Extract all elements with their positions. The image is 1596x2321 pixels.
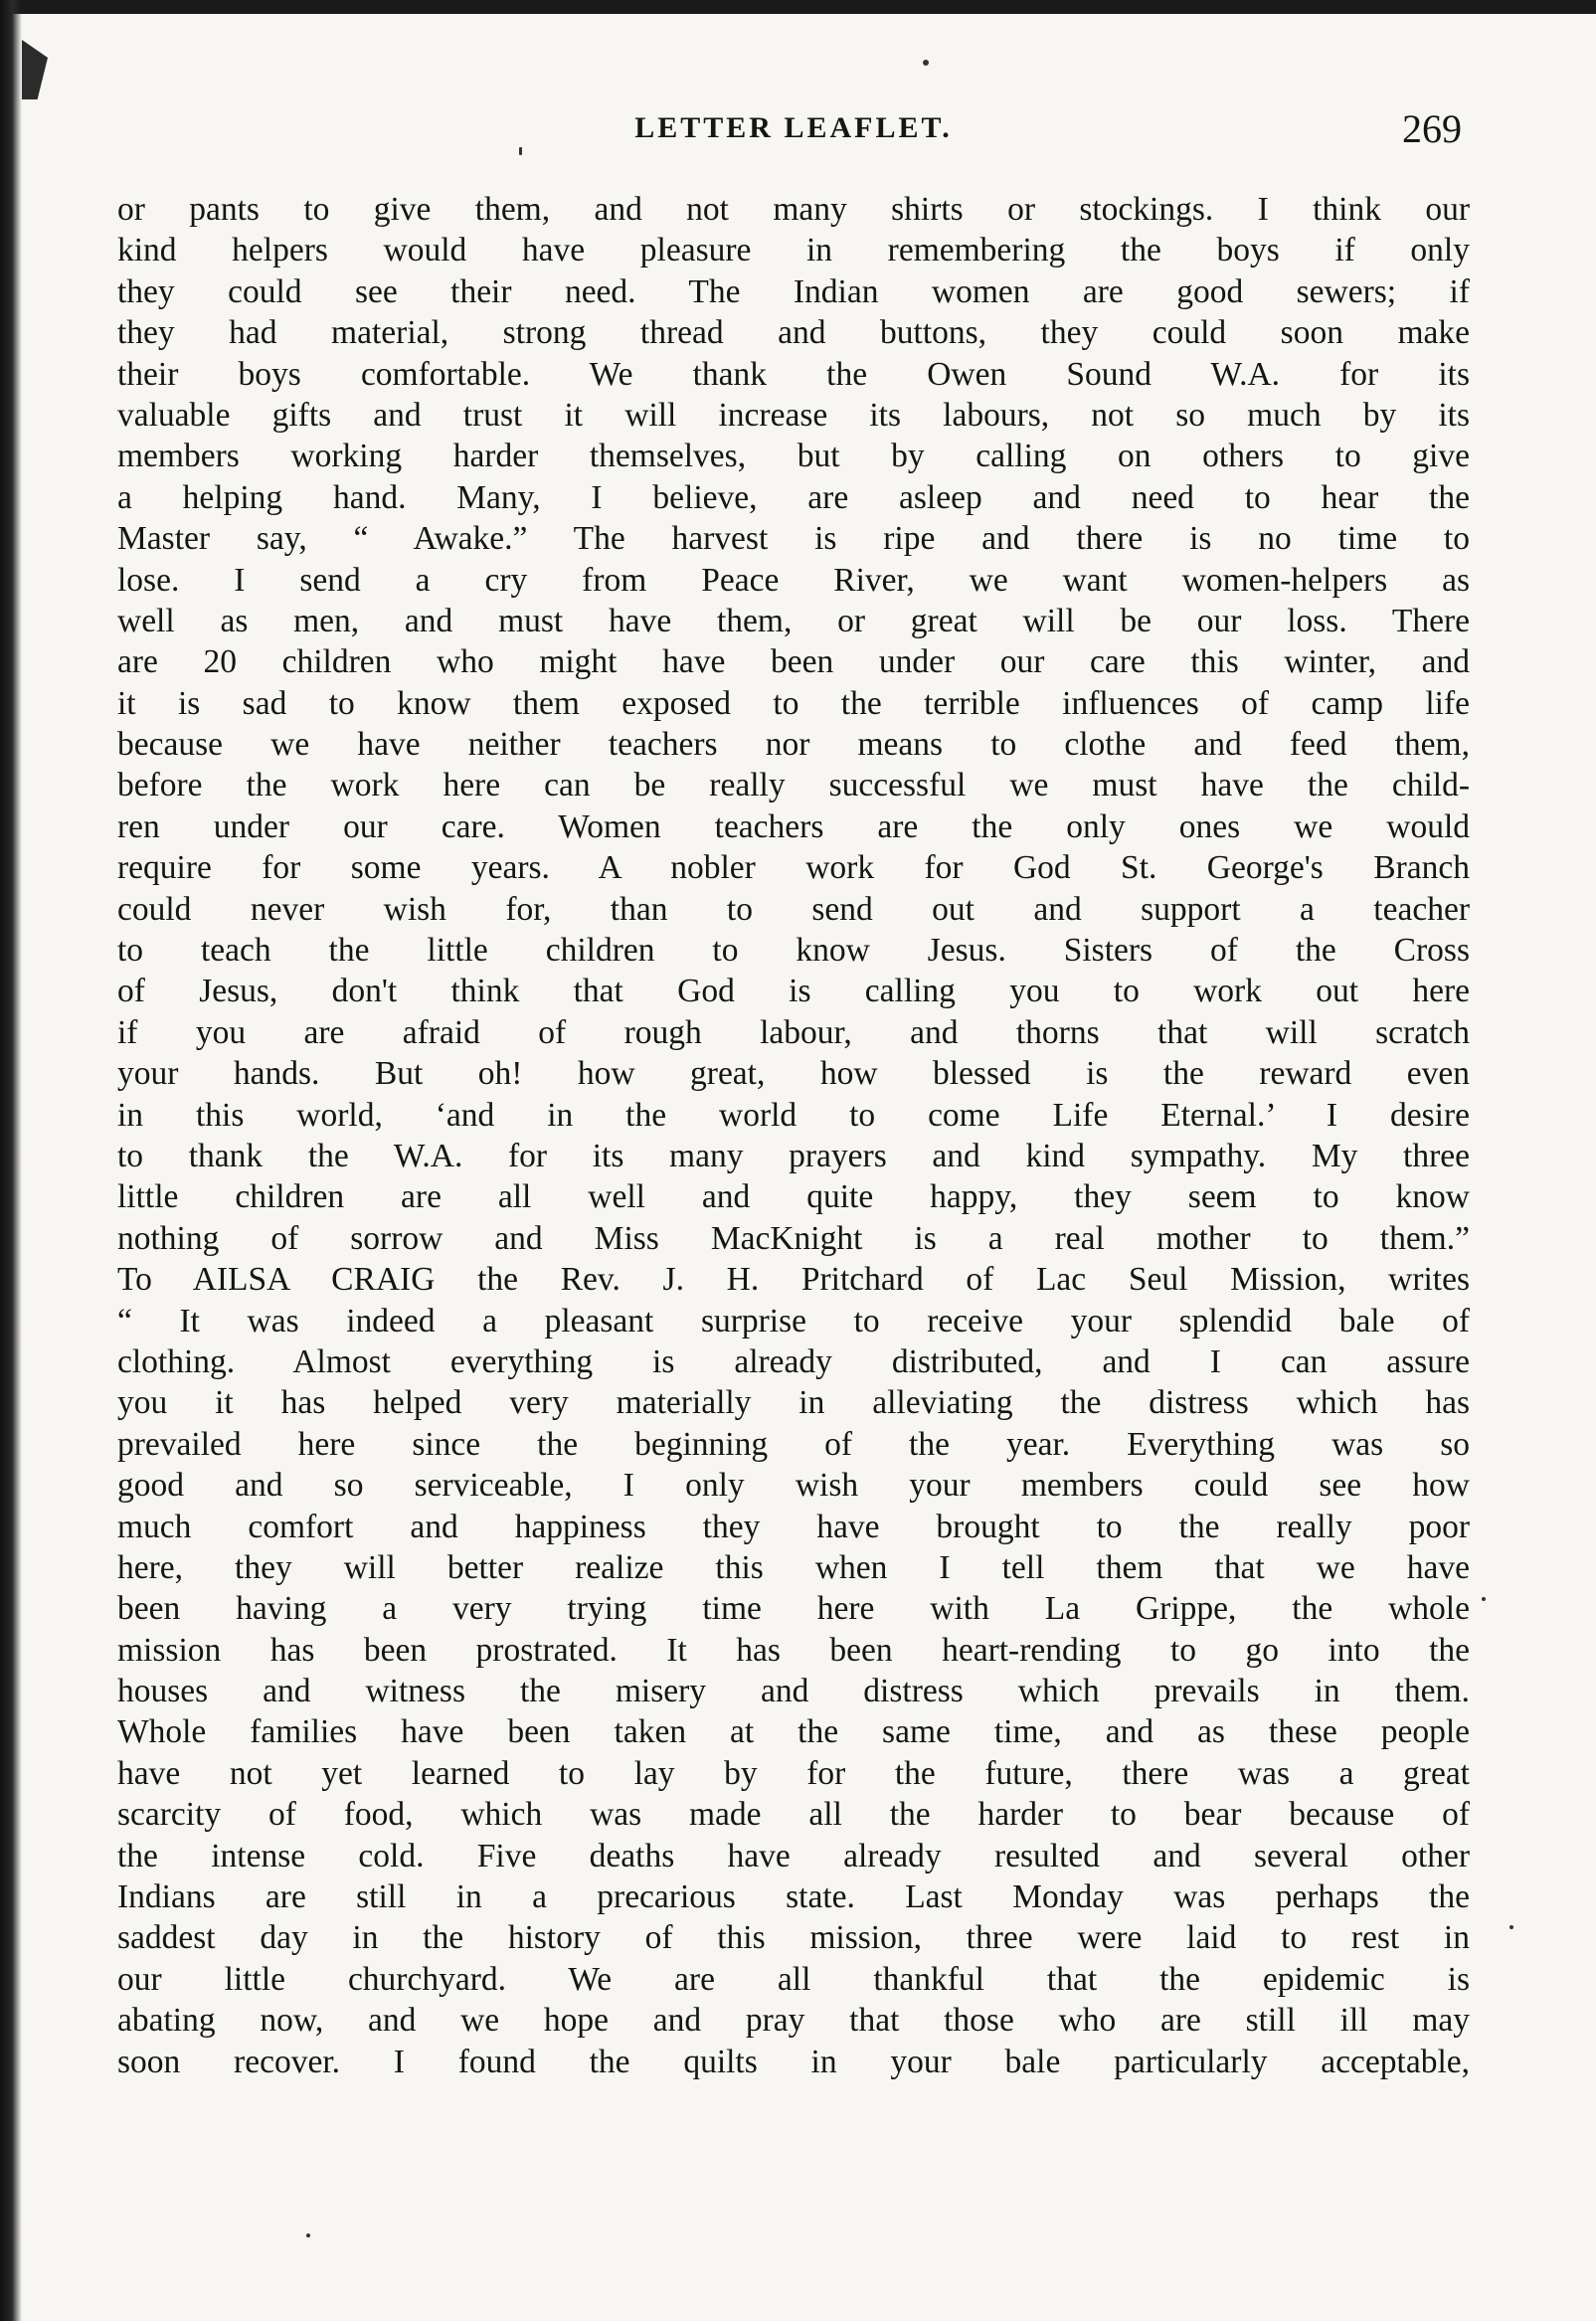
text-line: Master say, “ Awake.” The harvest is ripe and there is no time to (117, 520, 1470, 558)
text-line: Whole families have been taken at the same time, and as these people (117, 1713, 1470, 1751)
scan-top-edge (0, 0, 1596, 14)
text-line: the intense cold. Five deaths have already resulted and several other (117, 1837, 1470, 1875)
text-line: Indians are still in a precarious state. Last Monday was perhaps the (117, 1878, 1470, 1916)
text-line: valuable gifts and trust it will increase its labours, not so much by its (117, 396, 1470, 434)
text-line: to teach the little children to know Jesus. Sisters of the Cross (117, 932, 1470, 970)
scan-speck (923, 60, 929, 66)
text-line: or pants to give them, and not many shirts or stockings. I think our (117, 191, 1470, 228)
scan-speck (306, 2233, 310, 2237)
text-line: could never wish for, than to send out and support a teacher (117, 890, 1470, 928)
scan-left-edge (0, 0, 22, 2321)
letter-body (117, 189, 1470, 2082)
text-line: been having a very trying time here with La Grippe, the whole (117, 1590, 1470, 1628)
text-line: prevailed here since the beginning of the year. Everything was so (117, 1425, 1470, 1463)
text-line: require for some years. A nobler work for God St. George's Branch (117, 849, 1470, 887)
text-line: much comfort and happiness they have brought to the really poor (117, 1508, 1470, 1545)
page-number: 269 (1402, 106, 1462, 151)
running-title: LETTER LEAFLET. (634, 111, 953, 144)
scan-binding-shadow (22, 40, 48, 99)
text-line: our little churchyard. We are all thankful that the epidemic is (117, 1960, 1470, 1998)
text-line: lose. I send a cry from Peace River, we want women-helpers as (117, 561, 1470, 599)
scan-speck (1482, 1597, 1486, 1601)
text-line: scarcity of food, which was made all the harder to bear because of (117, 1796, 1470, 1834)
text-line: your hands. But oh! how great, how blessed is the reward even (117, 1055, 1470, 1093)
text-line: houses and witness the misery and distress which prevails in them. (117, 1673, 1470, 1710)
text-line: mission has been prostrated. It has been heart-rending to go into the (117, 1631, 1470, 1669)
text-line: of Jesus, don't think that God is calling you to work out here (117, 973, 1470, 1010)
text-line: abating now, and we hope and pray that those who are still ill may (117, 2002, 1470, 2040)
scan-speck (1509, 1925, 1513, 1929)
text-line: because we have neither teachers nor means to clothe and feed them, (117, 726, 1470, 764)
text-line: kind helpers would have pleasure in remembering the boys if only (117, 232, 1470, 269)
text-line: ren under our care. Women teachers are the only ones we would (117, 807, 1470, 845)
text-line: clothing. Almost everything is already distributed, and I can assure (117, 1342, 1470, 1380)
text-line: they could see their need. The Indian women are good sewers; if (117, 272, 1470, 310)
text-line: little children are all well and quite happy, they seem to know (117, 1178, 1470, 1216)
text-line: in this world, ‘and in the world to come Life Eternal.’ I desire (117, 1096, 1470, 1134)
text-line: are 20 children who might have been under our care this winter, and (117, 643, 1470, 681)
text-line: nothing of sorrow and Miss MacKnight is a real mother to them.” (117, 1219, 1470, 1257)
text-line: it is sad to know them exposed to the terrible influences of camp life (117, 684, 1470, 722)
text-line: a helping hand. Many, I believe, are asleep and need to hear the (117, 478, 1470, 516)
text-line: saddest day in the history of this mission, three were laid to rest in (117, 1919, 1470, 1957)
text-line: you it has helped very materially in alleviating the distress which has (117, 1384, 1470, 1422)
text-line: if you are afraid of rough labour, and thorns that will scratch (117, 1013, 1470, 1051)
text-line: good and so serviceable, I only wish your members could see how (117, 1467, 1470, 1505)
text-line: to thank the W.A. for its many prayers and kind sympathy. My three (117, 1137, 1470, 1174)
page-header (117, 105, 1470, 155)
text-line: To AILSA CRAIG the Rev. J. H. Pritchard of Lac Seul Mission, writes (117, 1261, 1470, 1299)
text-line: members working harder themselves, but by calling on others to give (117, 438, 1470, 475)
text-line: their boys comfortable. We thank the Owen Sound W.A. for its (117, 355, 1470, 393)
text-line: here, they will better realize this when I tell them that we have (117, 1548, 1470, 1586)
text-line: have not yet learned to lay by for the future, there was a great (117, 1754, 1470, 1792)
text-line: soon recover. I found the quilts in your bale particularly acceptable, (117, 2043, 1470, 2080)
text-line: before the work here can be really successful we must have the child- (117, 767, 1470, 804)
text-line: well as men, and must have them, or great will be our loss. There (117, 602, 1470, 639)
text-line: “ It was indeed a pleasant surprise to receive your splendid bale of (117, 1302, 1470, 1339)
text-line: they had material, strong thread and buttons, they could soon make (117, 314, 1470, 352)
